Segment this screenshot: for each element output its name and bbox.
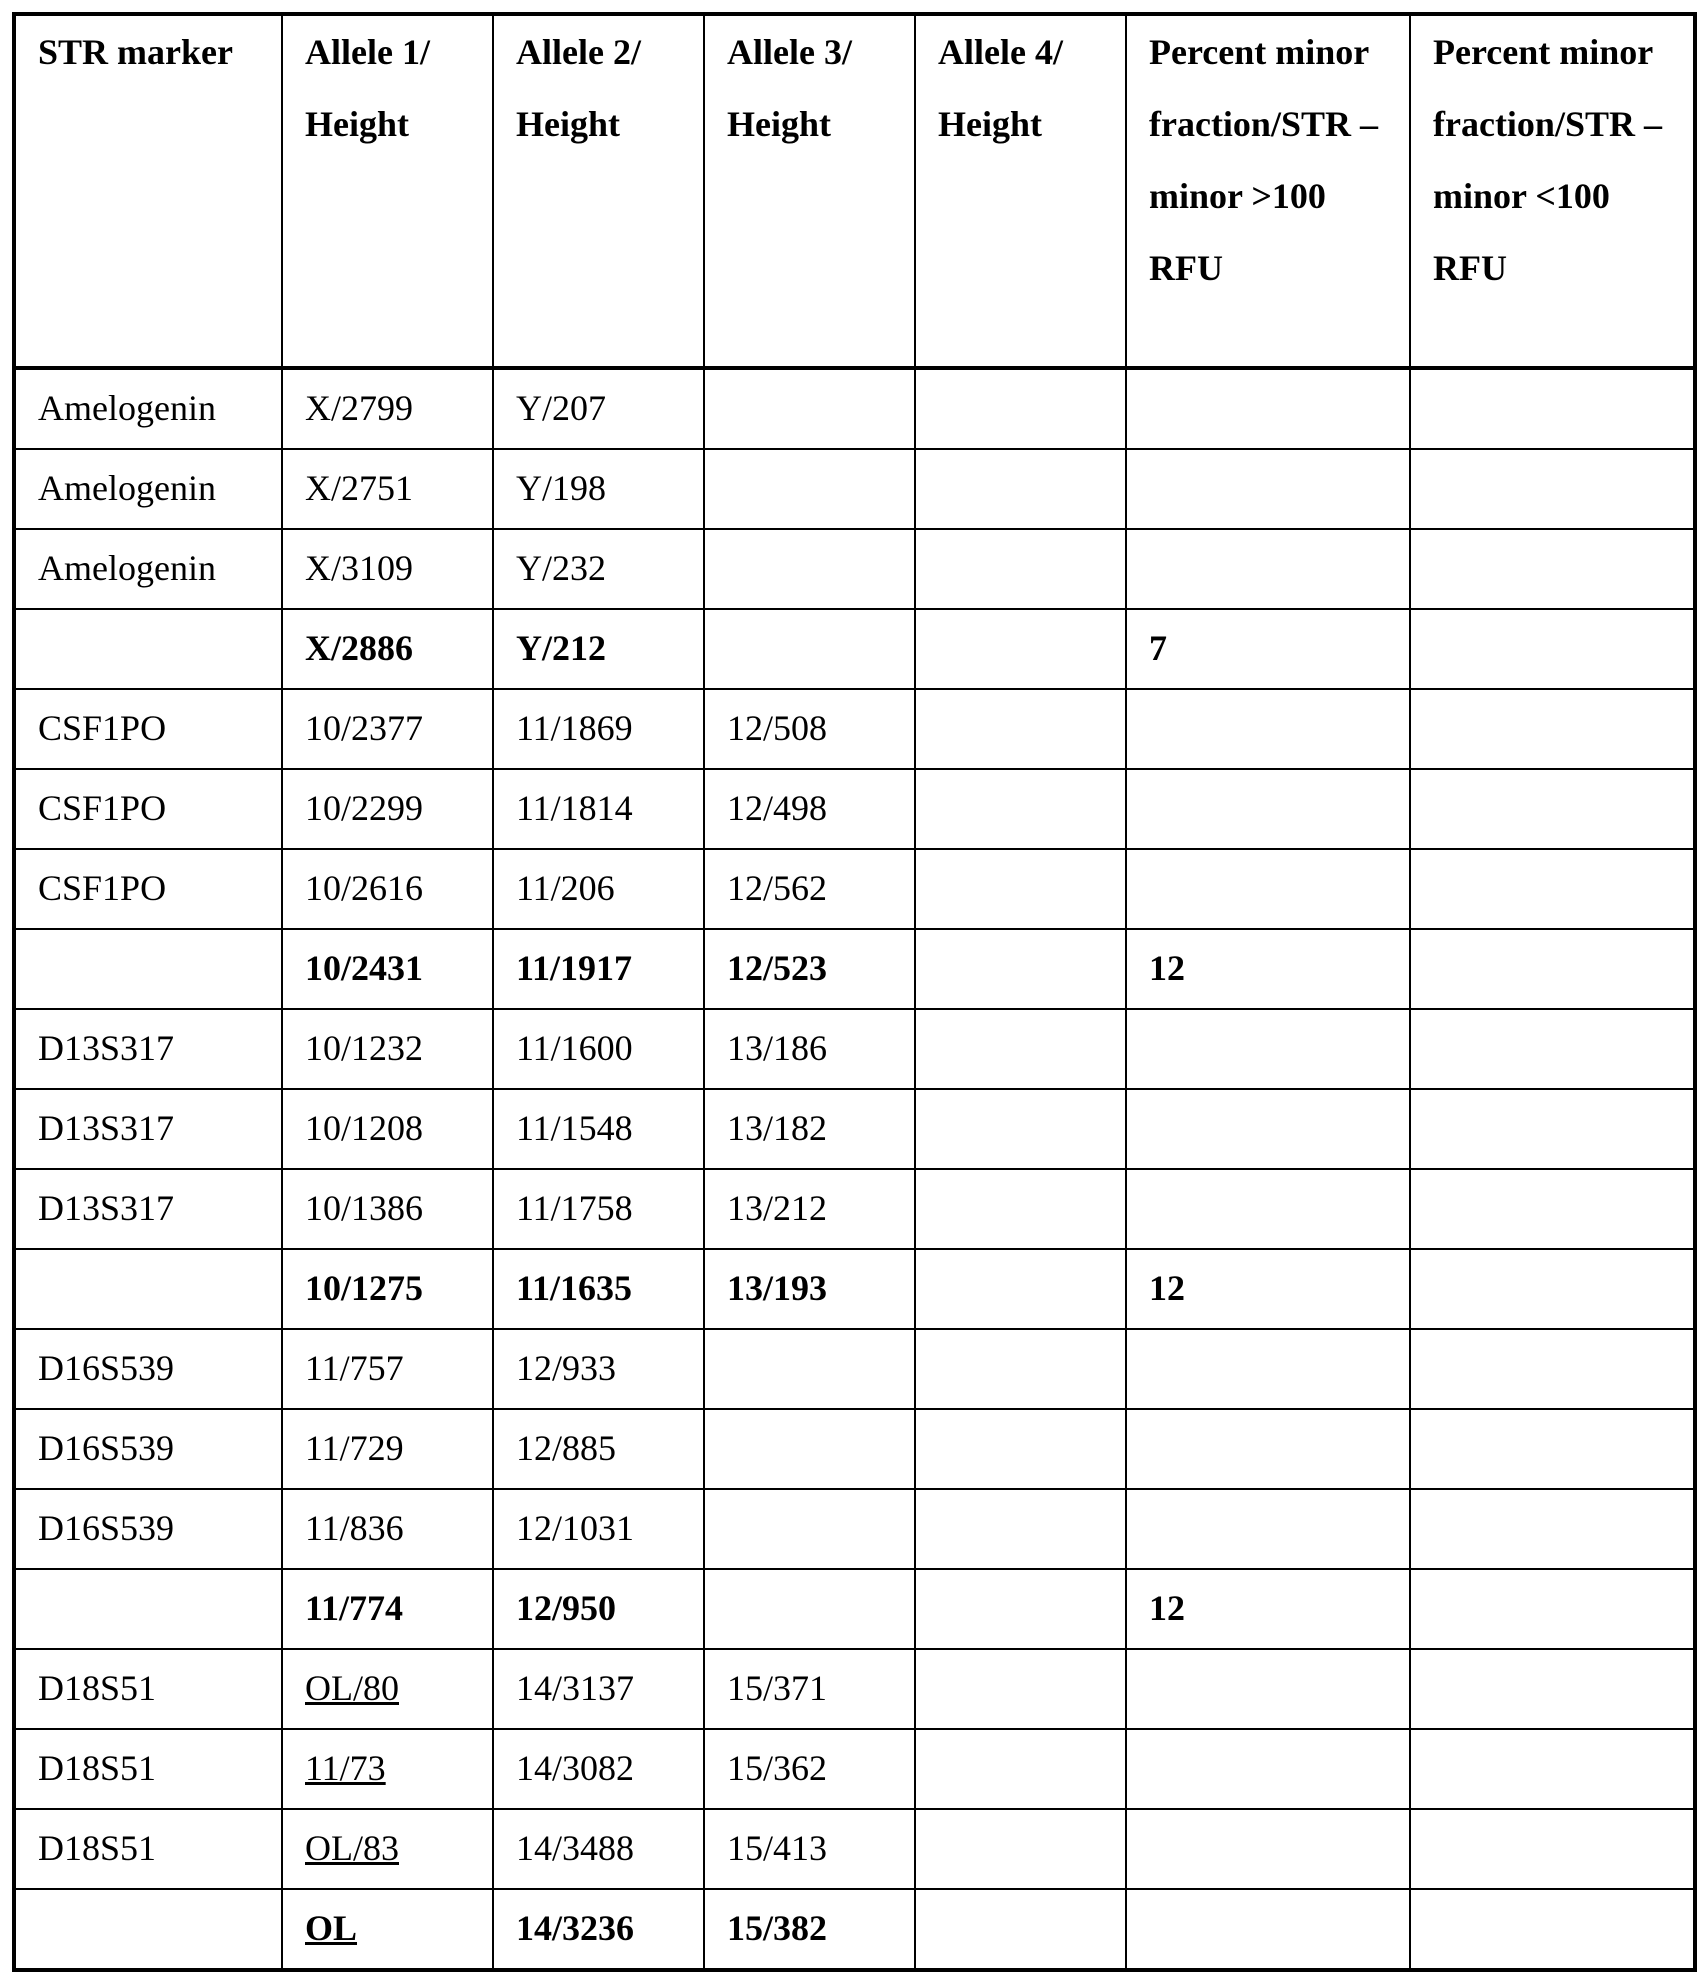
allele-3-cell — [704, 1489, 915, 1569]
minor-above-100-cell — [1126, 449, 1410, 529]
table-row — [14, 769, 1695, 849]
minor-below-100-cell — [1410, 449, 1695, 529]
minor-above-100-cell — [1126, 1649, 1410, 1729]
allele-4-cell — [915, 1809, 1126, 1889]
header-str-marker: STR marker — [14, 14, 282, 368]
allele-1-cell: 10/1232 — [282, 1009, 493, 1089]
minor-above-100-cell — [1126, 1409, 1410, 1489]
allele-3-cell: 13/186 — [704, 1009, 915, 1089]
allele-4-cell — [915, 529, 1126, 609]
str-marker-cell: D13S317 — [14, 1009, 282, 1089]
header-row — [14, 14, 1695, 368]
allele-2-cell: 14/3488 — [493, 1809, 704, 1889]
minor-below-100-cell — [1410, 929, 1695, 1009]
allele-2-cell: 12/885 — [493, 1409, 704, 1489]
allele-4-cell — [915, 1169, 1126, 1249]
header-allele-2: Allele 2/ Height — [493, 14, 704, 368]
allele-2-cell: 12/950 — [493, 1569, 704, 1649]
str-marker-cell — [14, 929, 282, 1009]
allele-1-cell: OL — [282, 1889, 493, 1970]
allele-3-cell: 15/371 — [704, 1649, 915, 1729]
minor-below-100-cell — [1410, 1409, 1695, 1489]
allele-1-cell: 11/729 — [282, 1409, 493, 1489]
summary-row — [14, 1889, 1695, 1970]
allele-3-cell: 13/193 — [704, 1249, 915, 1329]
minor-below-100-cell — [1410, 368, 1695, 449]
allele-2-cell: 11/1548 — [493, 1089, 704, 1169]
str-marker-cell — [14, 1569, 282, 1649]
table-row — [14, 1489, 1695, 1569]
header-minor-below-100: Percent minor fraction/STR – minor <100 RFU — [1410, 14, 1695, 368]
minor-below-100-cell — [1410, 1009, 1695, 1089]
minor-above-100-cell — [1126, 368, 1410, 449]
str-marker-cell: D13S317 — [14, 1089, 282, 1169]
allele-2-cell: 11/206 — [493, 849, 704, 929]
table-row — [14, 1169, 1695, 1249]
str-marker-cell: D13S317 — [14, 1169, 282, 1249]
allele-1-cell: 10/2431 — [282, 929, 493, 1009]
minor-below-100-cell — [1410, 849, 1695, 929]
minor-above-100-cell — [1126, 1489, 1410, 1569]
minor-above-100-cell — [1126, 1089, 1410, 1169]
allele-1-cell: 10/1386 — [282, 1169, 493, 1249]
allele-1-cell: 10/2377 — [282, 689, 493, 769]
summary-row — [14, 929, 1695, 1009]
table-row — [14, 689, 1695, 769]
allele-1-cell: 10/2299 — [282, 769, 493, 849]
allele-3-cell — [704, 368, 915, 449]
minor-below-100-cell — [1410, 1169, 1695, 1249]
header-allele-1: Allele 1/ Height — [282, 14, 493, 368]
str-marker-cell: Amelogenin — [14, 368, 282, 449]
allele-3-cell — [704, 449, 915, 529]
allele-2-cell: 11/1917 — [493, 929, 704, 1009]
allele-4-cell — [915, 1009, 1126, 1089]
allele-2-cell: Y/207 — [493, 368, 704, 449]
str-marker-cell: Amelogenin — [14, 529, 282, 609]
minor-below-100-cell — [1410, 769, 1695, 849]
minor-above-100-cell — [1126, 1729, 1410, 1809]
allele-2-cell: 11/1814 — [493, 769, 704, 849]
allele-4-cell — [915, 1409, 1126, 1489]
allele-3-cell: 13/182 — [704, 1089, 915, 1169]
allele-1-cell: 10/1275 — [282, 1249, 493, 1329]
table-row — [14, 368, 1695, 449]
minor-above-100-cell — [1126, 1329, 1410, 1409]
str-marker-cell — [14, 1889, 282, 1970]
allele-2-cell: 14/3082 — [493, 1729, 704, 1809]
allele-3-cell — [704, 1409, 915, 1489]
allele-3-cell: 13/212 — [704, 1169, 915, 1249]
allele-2-cell: 11/1869 — [493, 689, 704, 769]
allele-3-cell — [704, 1329, 915, 1409]
allele-1-cell: X/2751 — [282, 449, 493, 529]
str-marker-cell — [14, 609, 282, 689]
table-row — [14, 1409, 1695, 1489]
header-allele-3: Allele 3/ Height — [704, 14, 915, 368]
minor-below-100-cell — [1410, 1729, 1695, 1809]
minor-above-100-cell — [1126, 689, 1410, 769]
allele-3-cell — [704, 529, 915, 609]
allele-4-cell — [915, 1249, 1126, 1329]
allele-2-cell: 12/933 — [493, 1329, 704, 1409]
summary-row — [14, 1249, 1695, 1329]
allele-3-cell: 12/562 — [704, 849, 915, 929]
str-marker-cell: D16S539 — [14, 1489, 282, 1569]
allele-1-cell: 11/757 — [282, 1329, 493, 1409]
allele-2-cell: Y/212 — [493, 609, 704, 689]
str-marker-cell: D16S539 — [14, 1329, 282, 1409]
minor-below-100-cell — [1410, 1089, 1695, 1169]
minor-above-100-cell — [1126, 849, 1410, 929]
minor-below-100-cell — [1410, 1809, 1695, 1889]
str-marker-cell: CSF1PO — [14, 769, 282, 849]
str-marker-cell: Amelogenin — [14, 449, 282, 529]
allele-4-cell — [915, 769, 1126, 849]
table-row — [14, 1089, 1695, 1169]
allele-2-cell: 12/1031 — [493, 1489, 704, 1569]
minor-below-100-cell — [1410, 529, 1695, 609]
minor-above-100-cell — [1126, 1169, 1410, 1249]
minor-below-100-cell — [1410, 1249, 1695, 1329]
minor-below-100-cell — [1410, 1889, 1695, 1970]
allele-3-cell: 15/413 — [704, 1809, 915, 1889]
minor-above-100-cell: 12 — [1126, 1249, 1410, 1329]
minor-above-100-cell: 7 — [1126, 609, 1410, 689]
allele-1-cell: OL/80 — [282, 1649, 493, 1729]
allele-4-cell — [915, 1729, 1126, 1809]
header-minor-above-100: Percent minor fraction/STR – minor >100 RFU — [1126, 14, 1410, 368]
allele-1-cell: 11/73 — [282, 1729, 493, 1809]
minor-below-100-cell — [1410, 1489, 1695, 1569]
allele-4-cell — [915, 1649, 1126, 1729]
allele-1-cell: 10/2616 — [282, 849, 493, 929]
allele-1-cell: 11/774 — [282, 1569, 493, 1649]
allele-4-cell — [915, 1569, 1126, 1649]
allele-4-cell — [915, 1089, 1126, 1169]
table-row — [14, 529, 1695, 609]
table-row — [14, 849, 1695, 929]
allele-4-cell — [915, 849, 1126, 929]
allele-1-cell: 10/1208 — [282, 1089, 493, 1169]
table-row — [14, 1809, 1695, 1889]
minor-above-100-cell: 12 — [1126, 1569, 1410, 1649]
table-row — [14, 1329, 1695, 1409]
allele-2-cell: Y/198 — [493, 449, 704, 529]
str-marker-cell: D18S51 — [14, 1729, 282, 1809]
allele-3-cell: 15/362 — [704, 1729, 915, 1809]
allele-4-cell — [915, 689, 1126, 769]
minor-above-100-cell: 12 — [1126, 929, 1410, 1009]
minor-below-100-cell — [1410, 1649, 1695, 1729]
allele-4-cell — [915, 929, 1126, 1009]
minor-above-100-cell — [1126, 769, 1410, 849]
table-row — [14, 1649, 1695, 1729]
allele-1-cell: X/2886 — [282, 609, 493, 689]
allele-4-cell — [915, 1329, 1126, 1409]
minor-below-100-cell — [1410, 609, 1695, 689]
summary-row — [14, 1569, 1695, 1649]
str-marker-cell: CSF1PO — [14, 849, 282, 929]
allele-3-cell — [704, 1569, 915, 1649]
table-row — [14, 1009, 1695, 1089]
summary-row — [14, 609, 1695, 689]
allele-4-cell — [915, 368, 1126, 449]
header-allele-4: Allele 4/ Height — [915, 14, 1126, 368]
str-marker-cell — [14, 1249, 282, 1329]
minor-above-100-cell — [1126, 1889, 1410, 1970]
allele-1-cell: 11/836 — [282, 1489, 493, 1569]
minor-below-100-cell — [1410, 689, 1695, 769]
allele-2-cell: Y/232 — [493, 529, 704, 609]
table-row — [14, 449, 1695, 529]
allele-2-cell: 11/1758 — [493, 1169, 704, 1249]
allele-2-cell: 11/1600 — [493, 1009, 704, 1089]
allele-4-cell — [915, 1889, 1126, 1970]
allele-1-cell: OL/83 — [282, 1809, 493, 1889]
allele-3-cell: 12/498 — [704, 769, 915, 849]
allele-2-cell: 14/3236 — [493, 1889, 704, 1970]
minor-above-100-cell — [1126, 529, 1410, 609]
allele-3-cell: 12/508 — [704, 689, 915, 769]
str-marker-cell: D16S539 — [14, 1409, 282, 1489]
allele-3-cell — [704, 609, 915, 689]
allele-3-cell: 15/382 — [704, 1889, 915, 1970]
allele-1-cell: X/2799 — [282, 368, 493, 449]
str-allele-table — [12, 12, 1697, 1972]
allele-2-cell: 14/3137 — [493, 1649, 704, 1729]
str-marker-cell: CSF1PO — [14, 689, 282, 769]
allele-1-cell: X/3109 — [282, 529, 493, 609]
minor-above-100-cell — [1126, 1009, 1410, 1089]
minor-above-100-cell — [1126, 1809, 1410, 1889]
str-marker-cell: D18S51 — [14, 1809, 282, 1889]
allele-4-cell — [915, 449, 1126, 529]
minor-below-100-cell — [1410, 1569, 1695, 1649]
minor-below-100-cell — [1410, 1329, 1695, 1409]
table-row — [14, 1729, 1695, 1809]
allele-4-cell — [915, 609, 1126, 689]
str-marker-cell: D18S51 — [14, 1649, 282, 1729]
allele-2-cell: 11/1635 — [493, 1249, 704, 1329]
allele-4-cell — [915, 1489, 1126, 1569]
allele-3-cell: 12/523 — [704, 929, 915, 1009]
